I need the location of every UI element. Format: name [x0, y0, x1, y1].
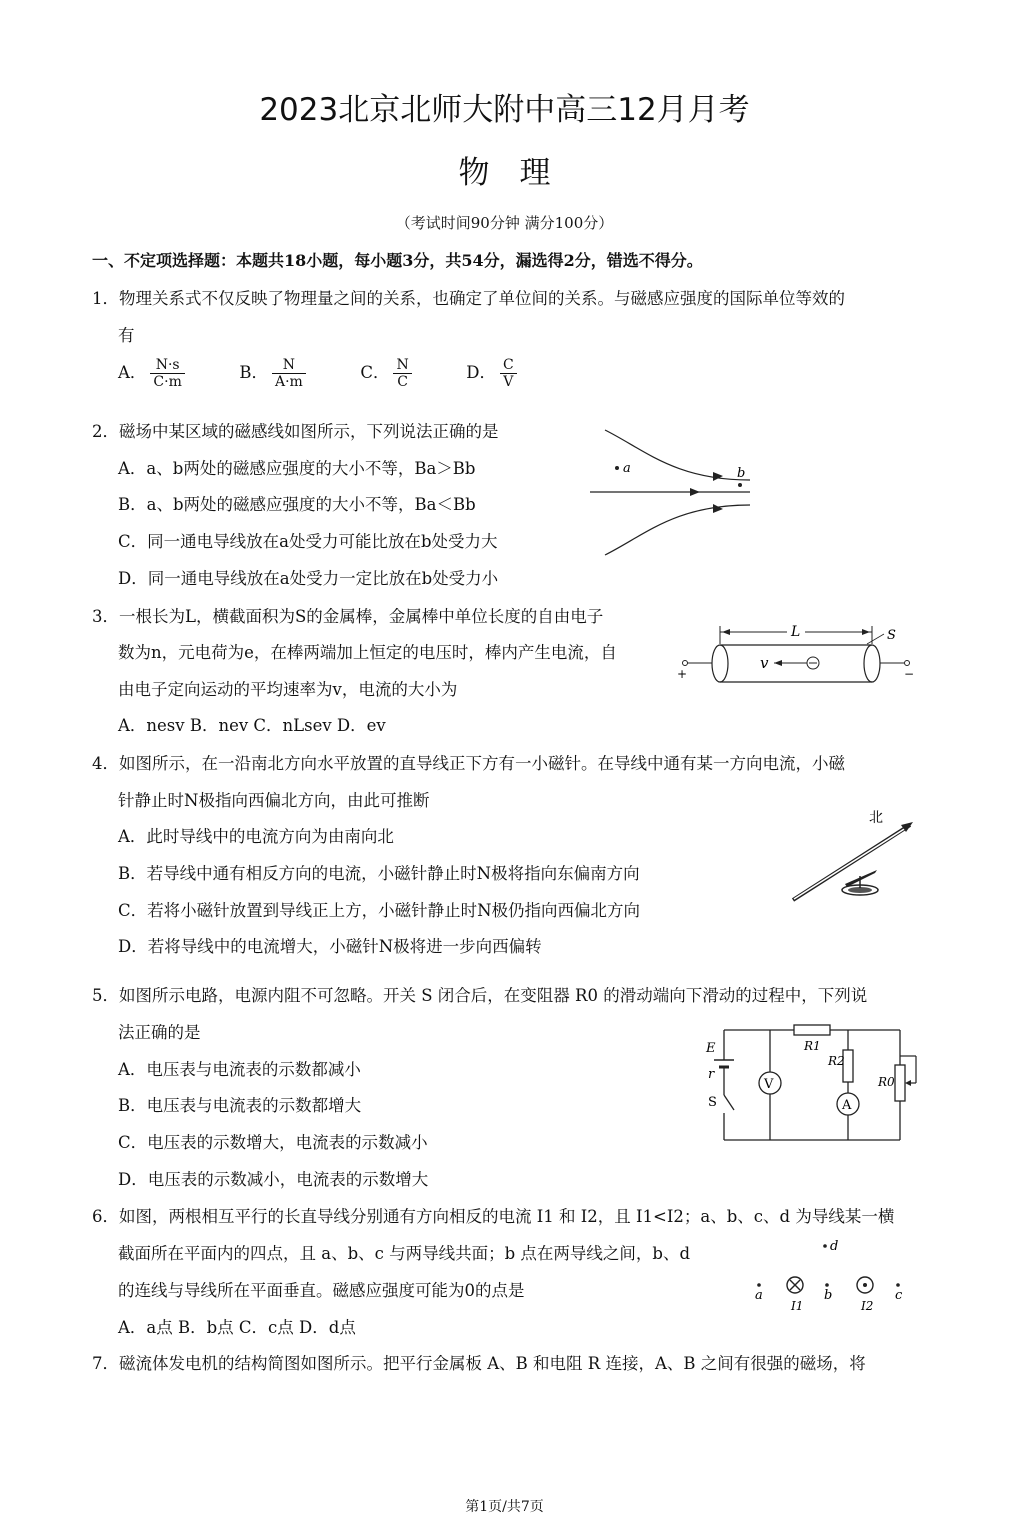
svg-text:S: S	[887, 628, 896, 643]
svg-text:R1: R1	[804, 1039, 821, 1053]
svg-text:a: a	[623, 461, 631, 476]
q6-line3: 的连线与导线所在平面垂直。磁感应强度可能为0的点是	[118, 1281, 525, 1300]
svg-text:I1: I1	[791, 1299, 804, 1313]
q5-option-b: B．电压表与电流表的示数都增大	[118, 1096, 362, 1115]
q4-option-d: D．若将导线中的电流增大，小磁针N极将进一步向西偏转	[118, 937, 542, 956]
q2-option-b: B．a、b两处的磁感应强度的大小不等，Ba＜Bb	[118, 495, 476, 514]
q1-line2: 有	[118, 326, 135, 345]
svg-text:c: c	[895, 1288, 903, 1303]
q5-option-a: A．电压表与电流表的示数都减小	[118, 1060, 361, 1079]
q2-stem: 2．磁场中某区域的磁感线如图所示，下列说法正确的是	[92, 422, 499, 441]
svg-text:I2: I2	[861, 1299, 874, 1313]
page-title: 2023北京北师大附中高三12月月考	[259, 92, 750, 128]
q3-metal-rod-figure	[672, 620, 922, 695]
subject-title: 物理	[458, 155, 581, 191]
q1-option-d: D． $\frac{C}{V}$	[466, 363, 520, 382]
q6-line2: 截面所在平面内的四点，且 a、b、c 与两导线共面；b 点在两导线之间，b、d	[118, 1244, 691, 1263]
q5-line2: 法正确的是	[118, 1023, 201, 1042]
q1-option-c: C． $\frac{N}{C}$	[360, 363, 421, 382]
q5-line1: 5．如图所示电路，电源内阻不可忽略。开关 S 闭合后，在变阻器 R0 的滑动端向下滑动的过程中，下列说	[92, 986, 868, 1005]
svg-text:R2: R2	[828, 1054, 845, 1068]
svg-text:v: v	[760, 654, 769, 672]
svg-text:+: +	[677, 667, 688, 681]
svg-text:L: L	[791, 624, 801, 640]
svg-text:r: r	[708, 1067, 715, 1082]
q4-line1: 4．如图所示，在一沿南北方向水平放置的直导线正下方有一小磁针。在导线中通有某一方向电流，小磁	[92, 754, 845, 773]
q4-wire-compass-figure	[785, 800, 920, 910]
svg-text:b: b	[737, 466, 746, 481]
q2-option-a: A．a、b两处的磁感应强度的大小不等，Ba＞Bb	[118, 459, 476, 478]
svg-text:a: a	[755, 1288, 763, 1303]
svg-text:d: d	[830, 1239, 839, 1254]
svg-text:E: E	[706, 1041, 716, 1056]
point-a	[615, 466, 619, 470]
q6-wires-figure	[745, 1232, 920, 1317]
svg-text:S: S	[708, 1095, 717, 1110]
q5-circuit-figure	[700, 1020, 925, 1145]
svg-text:−: −	[904, 667, 915, 681]
q1-option-b: B． $\frac{N}{A\cdot m}$	[239, 363, 315, 382]
q7-line1: 7．磁流体发电机的结构简图如图所示。把平行金属板 A、B 和电阻 R 连接，A、B 之间有很强的磁场，将	[92, 1354, 866, 1373]
page-number: 第1页/共7页	[465, 1499, 544, 1515]
q3-line1: 3．一根长为L，横截面积为S的金属棒，金属棒中单位长度的自由电子	[92, 607, 604, 626]
q1-line1: 1．物理关系式不仅反映了物理量之间的关系，也确定了单位间的关系。与磁感应强度的国际单位等效的	[92, 289, 845, 308]
q2-option-d: D．同一通电导线放在a处受力一定比放在b处受力小	[118, 569, 499, 588]
q5-option-c: C．电压表的示数增大，电流表的示数减小	[118, 1133, 428, 1152]
section-heading: 一、不定项选择题：本题共18小题，每小题3分，共54分，漏选得2分，错选不得分。	[92, 251, 703, 270]
q1-options	[118, 357, 521, 390]
q3-line3: 由电子定向运动的平均速率为v，电流的大小为	[118, 680, 458, 699]
q4-option-a: A．此时导线中的电流方向为由南向北	[118, 827, 394, 846]
q4-option-c: C．若将小磁针放置到导线正上方，小磁针静止时N极仍指向西偏北方向	[118, 901, 641, 920]
q3-options: A．nesv B．nev C．nLsev D．ev	[118, 716, 386, 735]
svg-text:北: 北	[869, 810, 883, 826]
svg-text:b: b	[824, 1288, 833, 1303]
exam-info: （考试时间90分钟 满分100分）	[395, 214, 614, 232]
q6-line1: 6．如图，两根相互平行的长直导线分别通有方向相反的电流 I1 和 I2，且 I1<I2；a、b、c、d 为导线某一横	[92, 1207, 895, 1226]
q4-option-b: B．若导线中通有相反方向的电流，小磁针静止时N极将指向东偏南方向	[118, 864, 640, 883]
q6-options: A．a点 B．b点 C．c点 D．d点	[118, 1318, 356, 1337]
q1-option-a: A． $\frac{N\cdot s}{C\cdot m}$	[118, 363, 194, 382]
point-b	[738, 483, 742, 487]
q2-field-lines-figure	[585, 425, 760, 560]
q4-line2: 针静止时N极指向西偏北方向，由此可推断	[118, 791, 430, 810]
svg-text:A: A	[842, 1098, 852, 1113]
svg-text:R0: R0	[878, 1075, 895, 1089]
q5-option-d: D．电压表的示数减小，电流表的示数增大	[118, 1170, 429, 1189]
q2-option-c: C．同一通电导线放在a处受力可能比放在b处受力大	[118, 532, 498, 551]
svg-text:V: V	[764, 1077, 774, 1092]
q3-line2: 数为n，元电荷为e，在棒两端加上恒定的电压时，棒内产生电流，自	[118, 643, 617, 662]
